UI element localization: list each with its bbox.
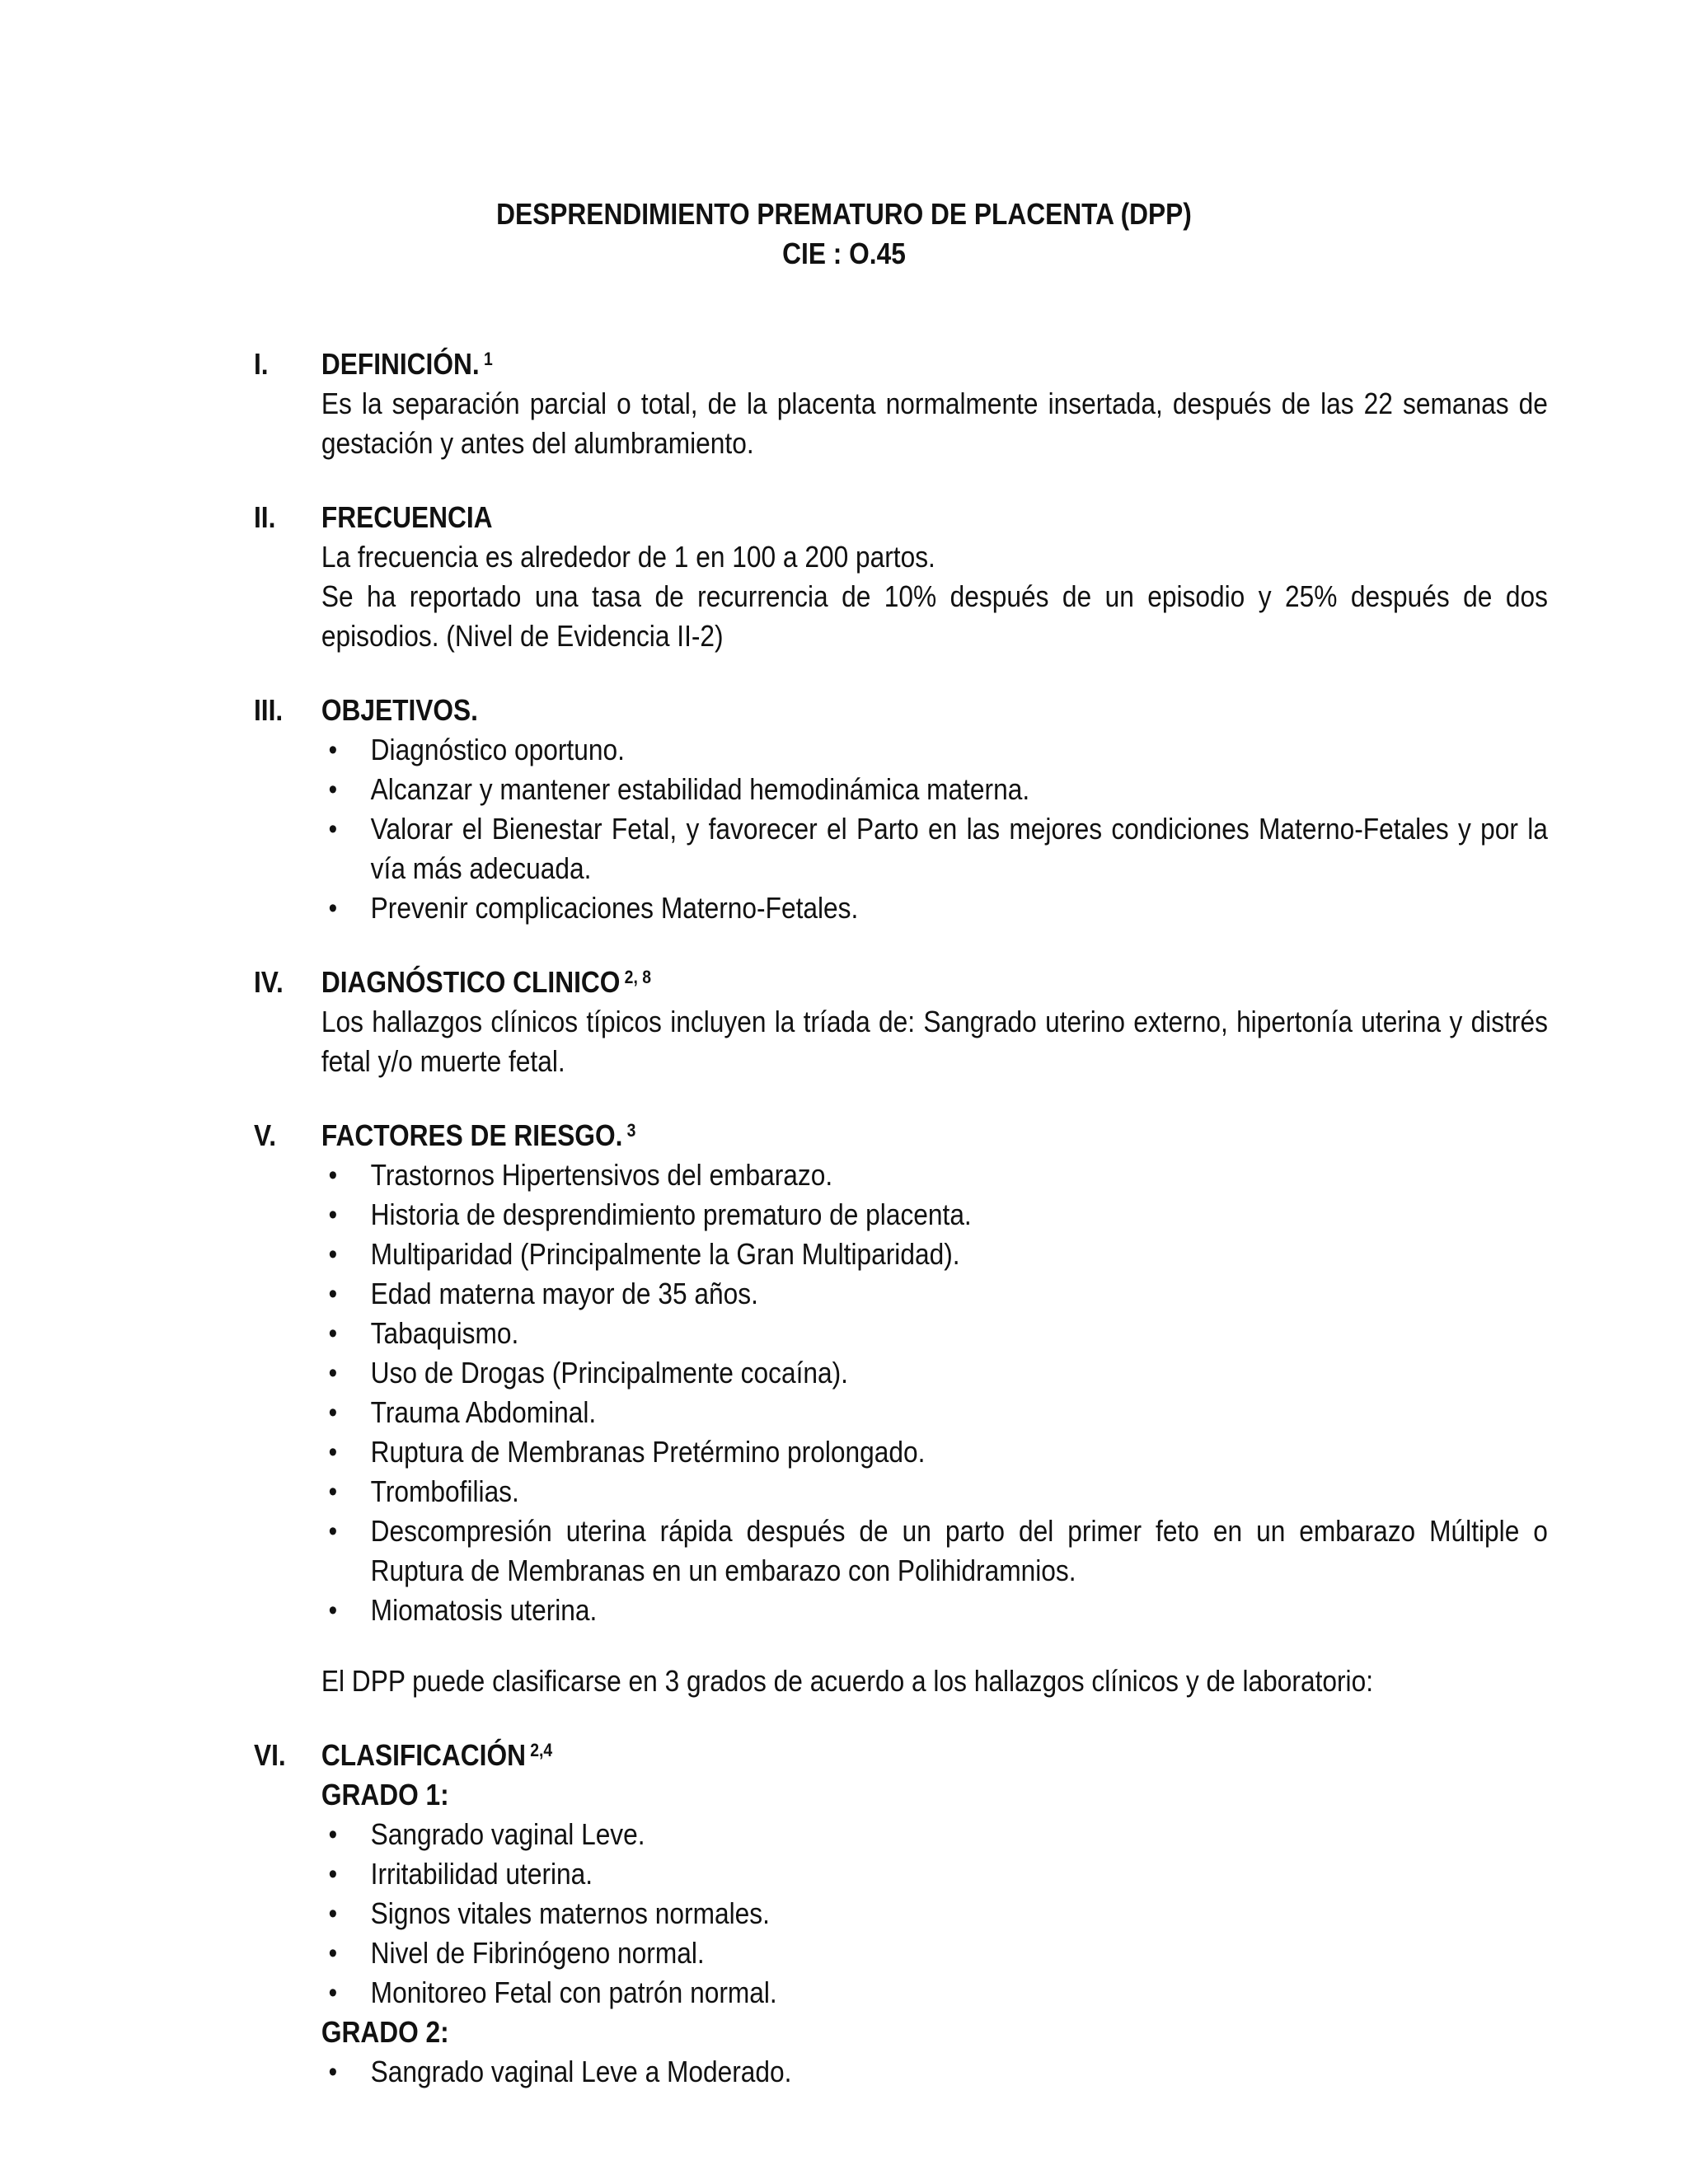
section-number: II. — [254, 500, 276, 534]
paragraph: Los hallazgos clínicos típicos incluyen la tríada de: Sangrado uterino externo, hipertonía uterina y distrés fetal y/o muerte fetal. — [321, 1005, 1548, 1078]
bullet-list — [321, 1815, 1548, 2013]
section-frecuencia — [254, 498, 1548, 656]
list-item: • Irritabilidad uterina. — [321, 1854, 1548, 1894]
list-item: • Historia de desprendimiento prematuro de placenta. — [321, 1195, 1548, 1235]
bullet-list — [321, 730, 1548, 928]
bullet-icon: • — [328, 813, 338, 845]
bullet-icon: • — [328, 774, 338, 805]
bullet-icon: • — [328, 1357, 338, 1389]
reference-sup: 2, 8 — [624, 967, 651, 987]
bullet-list — [321, 2052, 1548, 2092]
list-item: • Diagnóstico oportuno. — [321, 730, 1548, 770]
bullet-icon: • — [328, 1516, 338, 1547]
grade-heading: GRADO 2: — [321, 2015, 449, 2049]
list-item: • Uso de Drogas (Principalmente cocaína). — [321, 1353, 1548, 1393]
bullet-icon: • — [328, 734, 338, 766]
section-diagnostico — [254, 963, 1548, 1081]
bullet-icon: • — [328, 1898, 338, 1929]
list-item: • Trauma Abdominal. — [321, 1393, 1548, 1432]
list-item: • Sangrado vaginal Leve a Moderado. — [321, 2052, 1548, 2092]
paragraph: El DPP puede clasificarse en 3 grados de acuerdo a los hallazgos clínicos y de laboratorio: — [321, 1664, 1374, 1698]
list-item: • Monitoreo Fetal con patrón normal. — [321, 1973, 1548, 2013]
bullet-icon: • — [328, 1858, 338, 1890]
paragraph: La frecuencia es alrededor de 1 en 100 a 200 partos. — [321, 540, 935, 574]
reference-sup: 2,4 — [530, 1740, 553, 1760]
document-content — [254, 344, 1548, 2092]
section-heading: FRECUENCIA — [321, 500, 493, 534]
bullet-icon: • — [328, 1977, 338, 2008]
list-item: • Valorar el Bienestar Fetal, y favorecer el Parto en las mejores condiciones Materno-Fetales y por la vía más adecuada. — [321, 809, 1548, 888]
bullet-icon: • — [328, 1397, 338, 1428]
list-item: • Tabaquismo. — [321, 1314, 1548, 1353]
bullet-icon: • — [328, 1160, 338, 1191]
bullet-icon: • — [328, 1278, 338, 1310]
section-factores-riesgo — [254, 1116, 1548, 1701]
list-item: • Trastornos Hipertensivos del embarazo. — [321, 1155, 1548, 1195]
list-item: • Edad materna mayor de 35 años. — [321, 1274, 1548, 1314]
list-item: • Descompresión uterina rápida después de un parto del primer feto en un embarazo Múltiple o Ruptura de Membranas en un embarazo con Polihidramnios. — [321, 1511, 1548, 1591]
list-item: • Multiparidad (Principalmente la Gran Multiparidad). — [321, 1235, 1548, 1274]
section-clasificacion — [254, 1736, 1548, 2092]
paragraph: Es la separación parcial o total, de la placenta normalmente insertada, después de las 22 semanas de gestación y antes del alumbramiento. — [321, 387, 1548, 460]
reference-sup: 3 — [626, 1120, 636, 1141]
bullet-icon: • — [328, 2056, 338, 2088]
bullet-icon: • — [328, 1938, 338, 1969]
paragraph: Se ha reportado una tasa de recurrencia de 10% después de un episodio y 25% después de dos episodios. (Nivel de Evidencia II-2) — [321, 579, 1548, 653]
bullet-icon: • — [328, 1318, 338, 1349]
section-objetivos — [254, 691, 1548, 928]
list-item: • Signos vitales maternos normales. — [321, 1894, 1548, 1933]
bullet-icon: • — [328, 1819, 338, 1850]
section-heading: DIAGNÓSTICO CLINICO $^{2, 8}$ — [321, 965, 651, 999]
bullet-icon: • — [328, 893, 338, 924]
section-number: IV. — [254, 965, 284, 999]
list-item: • Alcanzar y mantener estabilidad hemodinámica materna. — [321, 770, 1548, 809]
section-heading: FACTORES DE RIESGO. $^3$ — [321, 1118, 636, 1152]
section-heading: DEFINICIÓN. $^1$ — [321, 347, 493, 381]
grade-heading: GRADO 1: — [321, 1778, 449, 1811]
bullet-icon: • — [328, 1595, 338, 1626]
bullet-icon: • — [328, 1476, 338, 1507]
list-item: • Nivel de Fibrinógeno normal. — [321, 1933, 1548, 1973]
section-definicion — [254, 344, 1548, 463]
section-number: I. — [254, 347, 269, 381]
list-item: • Prevenir complicaciones Materno-Fetales. — [321, 888, 1548, 928]
section-number: VI. — [254, 1738, 286, 1772]
title-line-1: DESPRENDIMIENTO PREMATURO DE PLACENTA (DPP) — [496, 197, 1192, 231]
bullet-icon: • — [328, 1239, 338, 1270]
list-item: • Sangrado vaginal Leve. — [321, 1815, 1548, 1854]
list-item: • Trombofilias. — [321, 1472, 1548, 1511]
section-number: III. — [254, 693, 284, 727]
title-line-2: CIE : O.45 — [782, 237, 906, 270]
section-heading: CLASIFICACIÓN $^{2,4}$ — [321, 1738, 553, 1772]
bullet-list — [321, 1155, 1548, 1630]
list-item: • Miomatosis uterina. — [321, 1591, 1548, 1630]
section-heading: OBJETIVOS. — [321, 693, 478, 727]
list-item: • Ruptura de Membranas Pretérmino prolongado. — [321, 1432, 1548, 1472]
bullet-icon: • — [328, 1199, 338, 1230]
bullet-icon: • — [328, 1436, 338, 1468]
document-title — [101, 194, 1587, 274]
section-number: V. — [254, 1118, 277, 1152]
reference-sup: 1 — [483, 349, 493, 369]
